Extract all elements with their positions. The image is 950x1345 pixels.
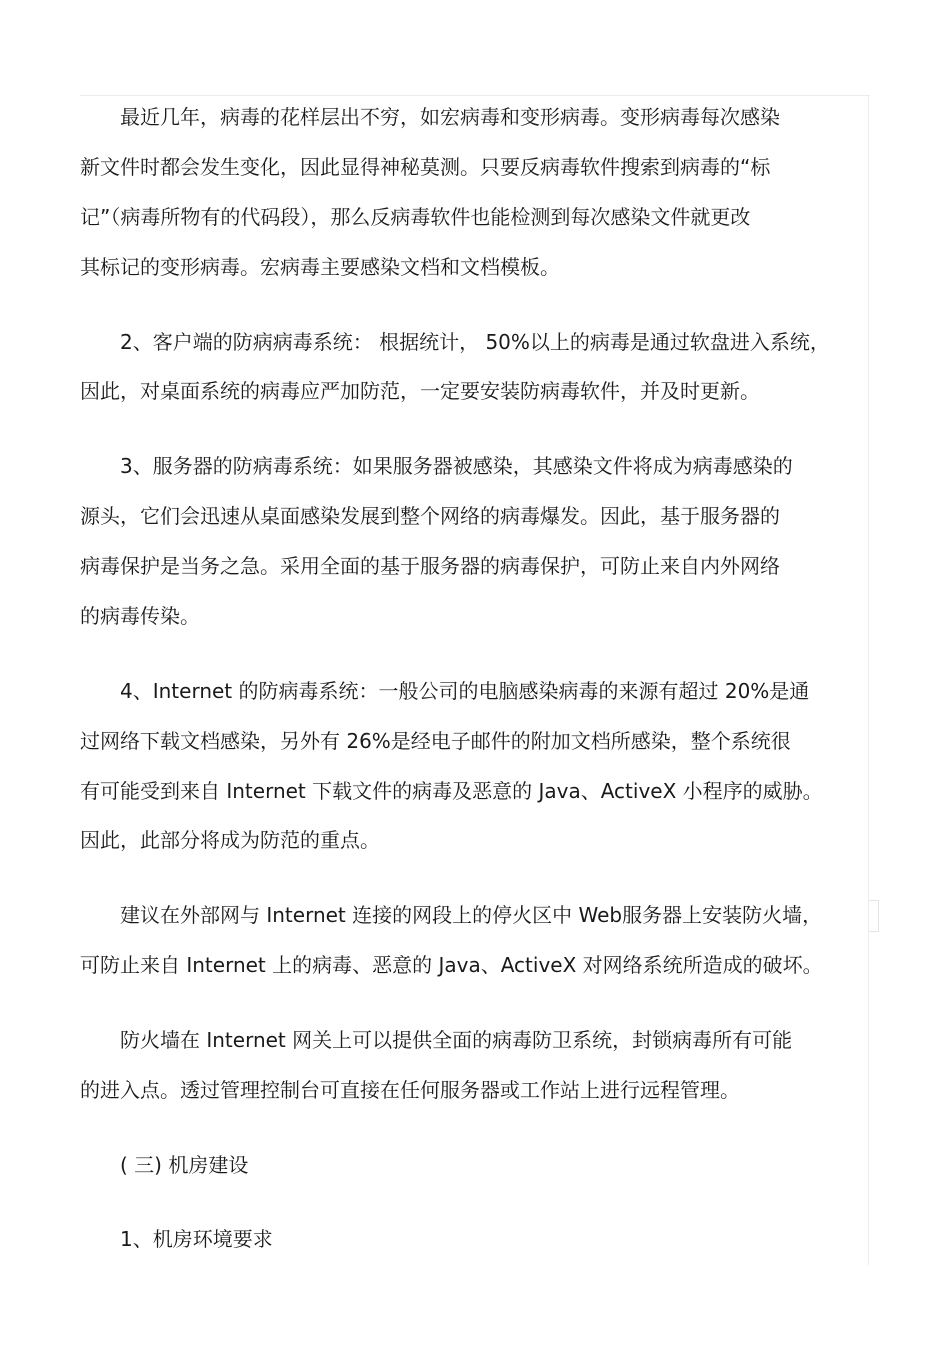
paragraph-6-line-1: 防火墙在 Internet 网关上可以提供全面的病毒防卫系统，封锁病毒所有可能 — [120, 1028, 793, 1052]
paragraph-1-line-3: 记”（病毒所物有的代码段），那么反病毒软件也能检测到每次感染文件就更改 — [80, 205, 751, 229]
page-frame-mark — [868, 900, 879, 932]
paragraph-2-line-1: 2、客户端的防病病毒系统： 根据统计， 50%以上的病毒是通过软盘进入系统， — [120, 330, 830, 354]
paragraph-1-line-1: 最近几年，病毒的花样层出不穷，如宏病毒和变形病毒。变形病毒每次感染 — [120, 105, 780, 129]
paragraph-1-line-4: 其标记的变形病毒。宏病毒主要感染文档和文档模板。 — [80, 255, 560, 279]
paragraph-6-line-2: 的进入点。透过管理控制台可直接在任何服务器或工作站上进行远程管理。 — [80, 1078, 740, 1102]
section-heading-computer-room: ( 三) 机房建设 — [120, 1153, 249, 1177]
paragraph-3-line-2: 源头，它们会迅速从桌面感染发展到整个网络的病毒爆发。因此，基于服务器的 — [80, 504, 780, 528]
paragraph-4-line-1: 4、Internet 的防病毒系统：一般公司的电脑感染病毒的来源有超过 20%是通 — [120, 679, 810, 703]
paragraph-3-line-1: 3、服务器的防病毒系统：如果服务器被感染，其感染文件将成为病毒感染的 — [120, 454, 793, 478]
page-frame-right — [868, 95, 869, 1265]
paragraph-3-line-3: 病毒保护是当务之急。采用全面的基于服务器的病毒保护，可防止来自内外网络 — [80, 554, 780, 578]
page-frame-top — [80, 95, 870, 96]
paragraph-4-line-2: 过网络下载文档感染，另外有 26%是经电子邮件的附加文档所感染，整个系统很 — [80, 729, 791, 753]
paragraph-4-line-4: 因此，此部分将成为防范的重点。 — [80, 828, 380, 852]
paragraph-2-line-2: 因此，对桌面系统的病毒应严加防范，一定要安装防病毒软件，并及时更新。 — [80, 379, 760, 403]
paragraph-5-line-1: 建议在外部网与 Internet 连接的网段上的停火区中 Web服务器上安装防火墙， — [120, 903, 823, 927]
paragraph-4-line-3: 有可能受到来自 Internet 下载文件的病毒及恶意的 Java、ActiveX 小程序的威胁。 — [80, 779, 823, 803]
paragraph-3-line-4: 的病毒传染。 — [80, 604, 200, 628]
subheading-environment-requirements: 1、机房环境要求 — [120, 1227, 273, 1251]
paragraph-5-line-2: 可防止来自 Internet 上的病毒、恶意的 Java、ActiveX 对网络系统所造成的破坏。 — [80, 953, 823, 977]
paragraph-1-line-2: 新文件时都会发生变化，因此显得神秘莫测。只要反病毒软件搜索到病毒的“标 — [80, 155, 771, 179]
